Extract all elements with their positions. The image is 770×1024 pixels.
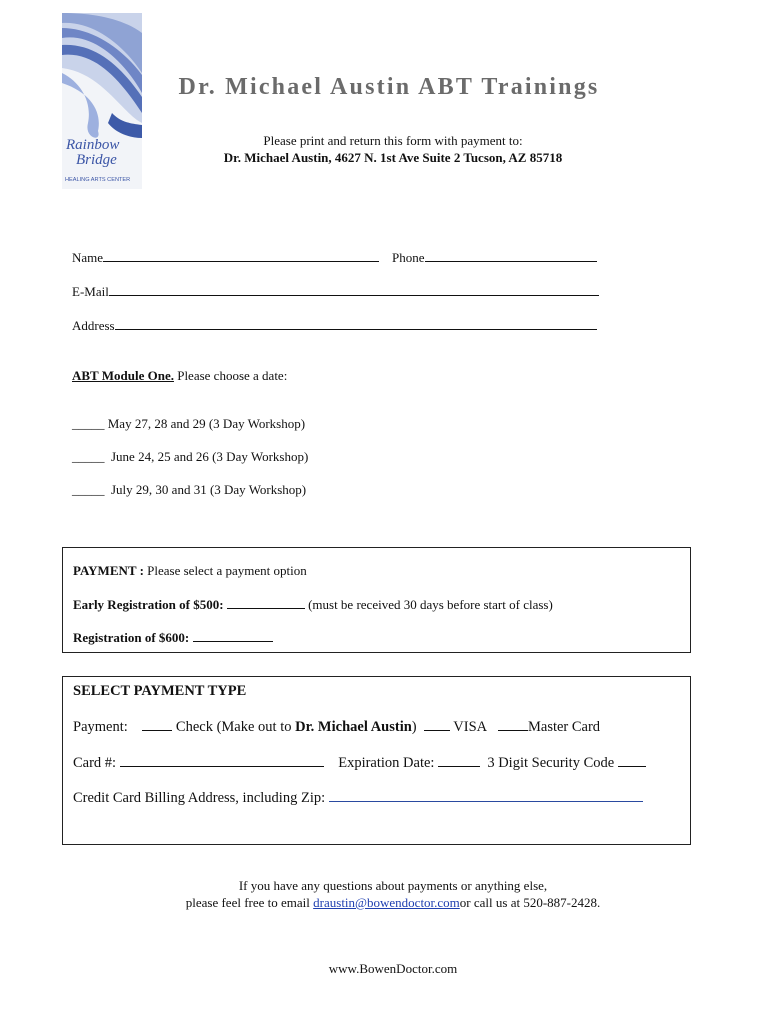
billing-address-line[interactable] xyxy=(329,801,643,802)
mastercard-blank[interactable] xyxy=(498,730,528,731)
date-option[interactable] xyxy=(72,416,305,432)
phone-line[interactable] xyxy=(425,261,597,262)
billing-address-label: Credit Card Billing Address, including Zip: xyxy=(73,790,326,806)
early-registration-line[interactable] xyxy=(227,608,305,609)
card-number-line[interactable] xyxy=(120,766,324,767)
date-blank[interactable]: _____ xyxy=(72,449,105,464)
footer-questions: If you have any questions about payments or anything else, xyxy=(238,878,548,893)
mailing-address: Dr. Michael Austin, 4627 N. 1st Ave Suite 2 Tucson, AZ 85718 xyxy=(223,150,563,165)
regular-registration-label: Registration of $600: xyxy=(73,630,190,645)
security-code-label: 3 Digit Security Code xyxy=(487,755,615,771)
date-label: May 27, 28 and 29 (3 Day Workshop) xyxy=(107,416,306,431)
early-registration-label: Early Registration of $500: xyxy=(73,597,224,612)
phone-field[interactable] xyxy=(392,250,597,266)
date-label: June 24, 25 and 26 (3 Day Workshop) xyxy=(111,449,309,464)
module-prompt: Please choose a date: xyxy=(173,368,288,383)
svg-text:Bridge: Bridge xyxy=(76,152,117,168)
date-option[interactable] xyxy=(72,482,306,498)
visa-blank[interactable] xyxy=(424,730,450,731)
billing-address-row xyxy=(73,790,643,807)
name-label: Name xyxy=(72,250,104,265)
expiration-label: Expiration Date: xyxy=(338,755,435,771)
payment-type-box xyxy=(62,676,691,845)
early-registration-option[interactable] xyxy=(73,597,553,613)
footer-contact: please feel free to email draustin@bowendoctor.comor call us at 520-887-2428. xyxy=(185,895,601,910)
module-title: ABT Module One. xyxy=(72,368,174,383)
date-label: July 29, 30 and 31 (3 Day Workshop) xyxy=(111,482,307,497)
address-field[interactable] xyxy=(72,318,597,334)
email-field[interactable] xyxy=(72,284,599,300)
name-field[interactable] xyxy=(72,250,379,266)
security-code-line[interactable] xyxy=(618,766,646,767)
early-registration-note: (must be received 30 days before start of class) xyxy=(308,597,553,612)
card-details-row xyxy=(73,755,646,772)
email-label: E-Mail xyxy=(72,284,109,299)
regular-registration-line[interactable] xyxy=(193,641,273,642)
mastercard-label: Master Card xyxy=(527,719,601,735)
address-label: Address xyxy=(72,318,115,333)
return-instructions: Please print and return this form with payment to: xyxy=(263,133,523,148)
address-line[interactable] xyxy=(115,329,597,330)
card-number-label: Card #: xyxy=(73,755,117,771)
svg-text:HEALING ARTS CENTER: HEALING ARTS CENTER xyxy=(65,177,131,183)
date-blank[interactable]: _____ xyxy=(72,416,105,431)
payment-method-row: Payment: Check (Make out to Dr. Michael Austin) VISA Master Card xyxy=(73,719,601,735)
expiration-line[interactable] xyxy=(438,766,480,767)
payment-type-heading: SELECT PAYMENT TYPE xyxy=(73,683,247,699)
date-blank[interactable]: _____ xyxy=(72,482,105,497)
date-option[interactable] xyxy=(72,449,308,465)
email-link[interactable]: draustin@bowendoctor.com xyxy=(313,895,460,910)
visa-label: VISA xyxy=(453,719,488,735)
module-heading xyxy=(72,368,287,384)
page-title: Dr. Michael Austin ABT Trainings xyxy=(178,74,600,100)
check-text: Check (Make out to xyxy=(175,719,296,735)
website-url[interactable]: www.BowenDoctor.com xyxy=(328,961,458,976)
svg-text:Rainbow: Rainbow xyxy=(66,137,120,153)
payment-box xyxy=(62,547,691,653)
name-line[interactable] xyxy=(103,261,379,262)
email-line[interactable] xyxy=(109,295,599,296)
payment-label: Payment: xyxy=(73,719,128,735)
payment-heading: PAYMENT : Please select a payment option xyxy=(73,563,307,578)
phone-label: Phone xyxy=(392,250,425,265)
regular-registration-option[interactable] xyxy=(73,630,273,646)
check-blank[interactable] xyxy=(142,730,172,731)
check-payee: Dr. Michael Austin xyxy=(295,719,412,735)
